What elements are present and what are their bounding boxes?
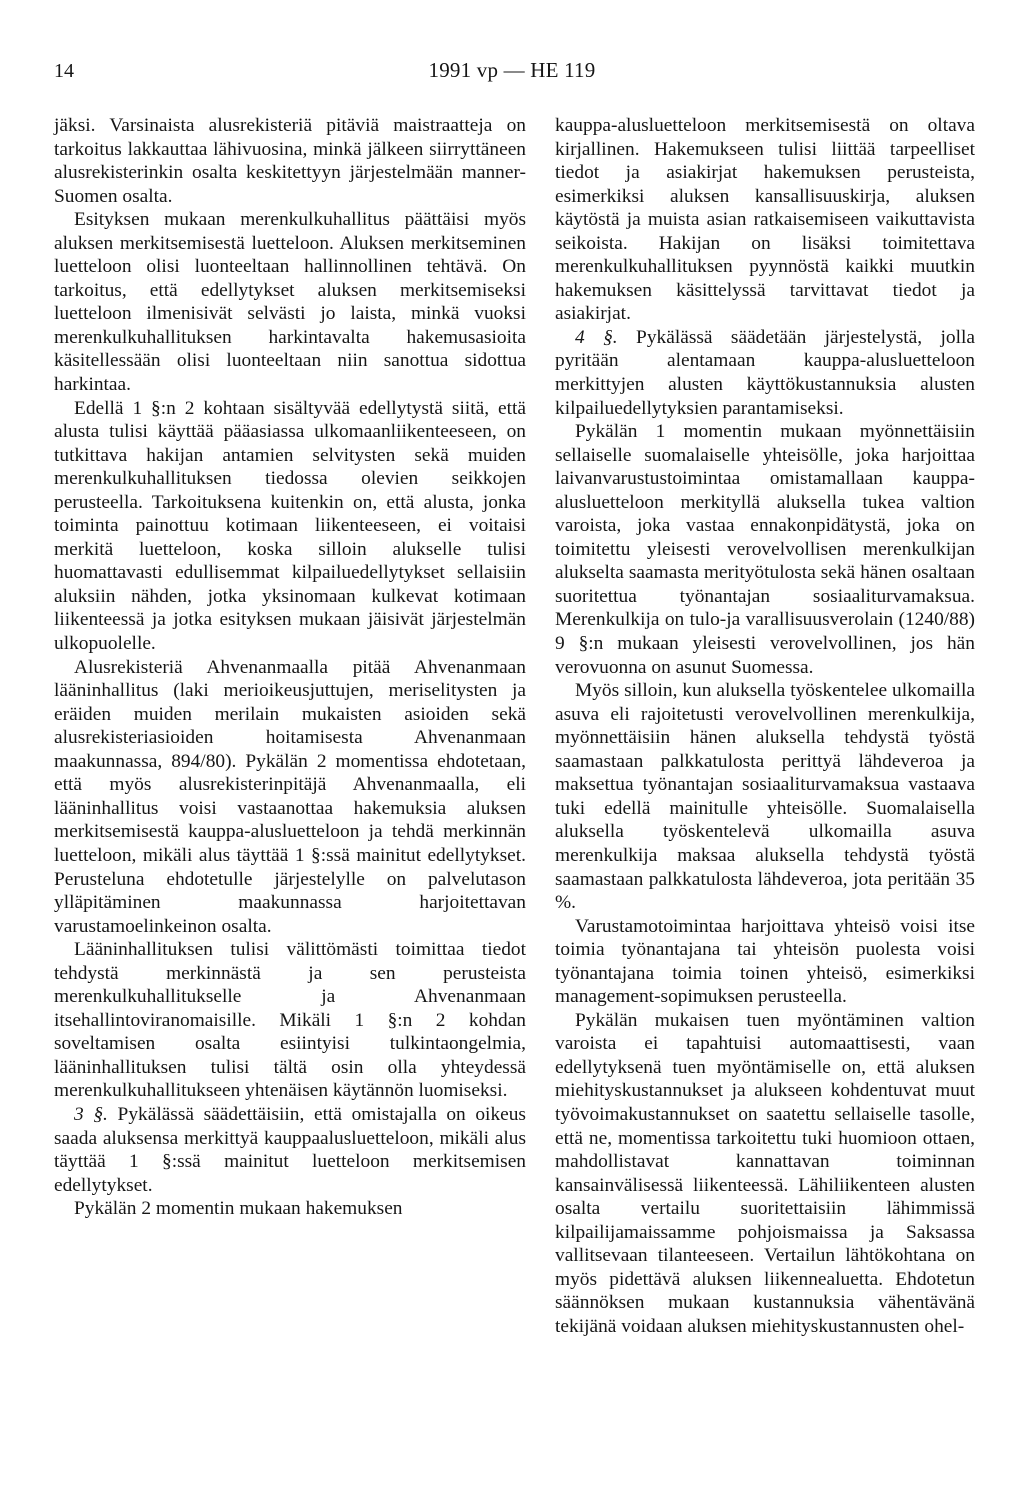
paragraph: Alusrekisteriä Ahvenanmaalla pitää Ahvenanmaan lääninhallitus (laki merioikeusjuttujen, meriselitysten ja eräiden muiden merilain mukaisten asioiden sekä alusrekisteriasioiden hoitamisesta Ahvenanmaan maakunnassa, 894/80). Pykälän 2 momentissa ehdotetaan, että myös alusrekisterinpitäjä Ahvenanmaalla, eli lääninhallitus voisi vastaanottaa hakemuksia aluksen merkitsemisestä kauppa-alusluetteloon ja tehdä merkinnän luetteloon, mikäli alus täyttää 1 §:ssä mainitut edellytykset. Perusteluna ehdotetulle järjestelylle on palvelutason ylläpitäminen maakunnassa harjoitettavan varustamoelinkeinon osalta. [54,656,526,937]
section-label: 4 §. [575,326,618,348]
running-header: 1991 vp — HE 119 [428,58,596,82]
section-label: 3 §. [74,1103,108,1125]
paragraph: kauppa-alusluetteloon merkitsemisestä on oltava kirjallinen. Hakemukseen tulisi liittää tarpeelliset tiedot ja asiakirjat hakemuksen perusteista, esimerkiksi aluksen kansallisuuskirja, aluksen käytöstä ja muista asian ratkaisemiseen vaikuttavista seikoista. Hakijan on lisäksi toimitettava merenkulkuhallituksen pyynnöstä kaikki muutkin hakemuksen käsittelyssä tarvittavat tiedot ja asiakirjat. [555,115,975,325]
paragraph-text: Pykälässä säädettäisiin, että omistajalla on oikeus saada aluksensa merkittyä kauppaalusluetteloon, mikäli alus täyttää 1 §:ssä mainitut luetteloon merkitsemisen edellytykset. [54,1103,526,1196]
paragraph: Varustamotoimintaa harjoittava yhteisö voisi itse toimia työnantajana tai yhteisön puolesta voisi työnantajana toimia toinen yhteisö, esimerkiksi management-sopimuksen perusteella. [555,915,975,1008]
left-column [54,114,526,1221]
paragraph-text: Pykälässä säädetään järjestelystä, jolla pyritään alentamaan kauppa-alusluetteloon merkittyjen alusten käyttökustannuksia alusten kilpailuedellytyksien parantamiseksi. [555,326,975,419]
paragraph: jäksi. Varsinaista alusrekisteriä pitäviä maistraatteja on tarkoitus lakkauttaa lähivuosina, minkä jälkeen siirryttäneen alusrekisterinkin osalta keskitettyyn järjestelmään manner-Suomen osalta. [54,115,526,207]
page-number: 14 [54,60,74,82]
paragraph: Myös silloin, kun aluksella työskentelee ulkomailla asuva eli rajoitetusti verovelvollinen merenkulkija, myönnettäisiin hänen aluksella tehdystä työstä saamastaan palkkatulosta perittyä lähdeveroa ja maksettua työnantajan sosiaaliturvamaksua vastaava tuki edellä mainitulle yhteisölle. Suomalaisella aluksella työskentelevä ulkomailla asuva merenkulkija maksaa aluksella tehdystä työstä saamastaan palkkatulosta lähdeveroa, jota peritään 35 %. [555,680,975,914]
paragraph: Pykälän 2 momentin mukaan hakemuksen [74,1198,403,1220]
right-column [555,114,975,1338]
paragraph: Pykälän mukaisen tuen myöntäminen valtion varoista ei tapahtuisi automaattisesti, vaan edellytyksenä tuen myöntämiselle on, että aluksen miehityskustannukset ja alukseen kohdentuvat muut työvoimakustannukset on saatettu sellaiselle tasolle, että ne, momentissa tarkoitettu tuki huomioon ottaen, mahdollistavat kannattavan toiminnan kansainvälisessä liikenteessä. Lähiliikenteen alusten osalta vertailu suoritettaisiin lähimmissä kilpailijamaissamme pohjoismaissa ja Saksassa vallitsevaan tilanteeseen. Vertailun lähtökohtana on myös pidettävä aluksen liikennealuetta. Ehdotetun säännöksen mukaan kustannuksia vähentävänä tekijänä voidaan aluksen miehityskustannusten ohel- [555,1009,975,1337]
paragraph: Esityksen mukaan merenkulkuhallitus päättäisi myös aluksen merkitsemisestä luetteloon. Aluksen merkitseminen luetteloon olisi luonteeltaan hallinnollinen tehtävä. On tarkoitus, että edellytykset aluksen merkitsemiseksi luetteloon ilmenisivät selvästi jo laista, minkä vuoksi merenkulkuhallituksen harkintavalta hakemusasioita käsitellessään olisi luonteeltaan niin sanottua sidottua harkintaa. [54,209,526,396]
paragraph: Pykälän 1 momentin mukaan myönnettäisiin sellaiselle suomalaiselle yhteisölle, joka harjoittaa laivanvarustustoimintaa omistamallaan kauppa-alusluetteloon merkityllä aluksella tukea valtion varoista, joka vastaa ennakonpidätystä, joka on toimitettu yleisesti verovelvollisen merenkulkijan alukselta saamasta merityötulosta sekä hänen osaltaan suoritettua työnantajan sosiaaliturvamaksua. Merenkulkija on tulo-ja varallisuusverolain (1240/88) 9 §:n mukaan yleisesti verovelvollinen, jos hän verovuonna on asunut Suomessa. [555,421,975,678]
paragraph: Lääninhallituksen tulisi välittömästi toimittaa tiedot tehdystä merkinnästä ja sen perusteista merenkulkuhallitukselle ja Ahvenanmaan itsehallintoviranomaisille. Mikäli 1 §:n 2 kohdan soveltamisen osalta esiintyisi tulkintaongelmia, lääninhallituksen tulisi tältä osin olla yhteydessä merenkulkuhallitukseen yhtenäisen käytännön luomiseksi. [54,939,526,1102]
paragraph [555,326,975,420]
paragraph: Edellä 1 §:n 2 kohtaan sisältyvää edellytystä siitä, että alusta tulisi käyttää pääasiassa ulkomaanliikenteeseen, on tutkittava hakijan antamien selvitysten sekä muiden merenkulkuhallituksen tiedossa olevien seikkojen perusteella. Tarkoituksena kuitenkin on, että alusta, jonka toiminta painottuu kotimaan liikenteeseen, ei voitaisi merkitä luetteloon, koska silloin alukselle tulisi huomattavasti edullisemmat kilpailuedellytykset sellaisiin aluksiin nähden, jotka yksinomaan kulkevat kotimaan liikenteessä ja jotka esityksen mukaan jäisivät järjestelmän ulkopuolelle. [54,397,526,655]
paragraph [54,1103,526,1197]
